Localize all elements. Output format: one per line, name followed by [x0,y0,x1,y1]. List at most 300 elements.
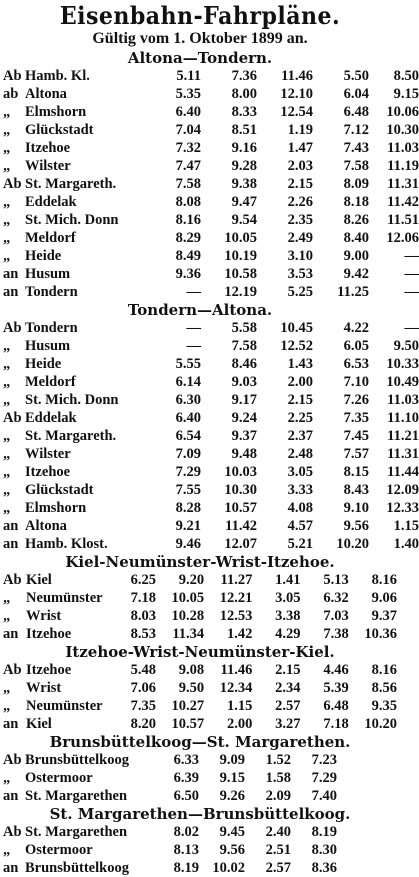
departure-time: 11.21 [387,427,419,444]
timetable-row [3,229,419,247]
departure-time: 7.18 [323,715,349,732]
departure-time: 1.40 [393,535,419,552]
departure-time: 11.31 [387,445,419,462]
departure-time: 12.21 [219,589,253,606]
timetable-row [3,373,419,391]
route-title: Kiel-Neumünster-Wrist-Itzehoe. [65,553,335,571]
row-prefix: an [3,715,19,732]
timetable-row [3,715,397,733]
timetable-row [3,409,419,427]
departure-time: 10.30 [224,481,257,498]
section-kiel-itzehoe [3,554,397,643]
timetable [3,661,397,733]
timetable-row [3,769,397,787]
row-prefix: Ab [3,751,22,768]
row-prefix: „ [3,229,11,246]
departure-time: 5.50 [343,67,369,84]
section-st-margarethen-brunsbuettelkoog [3,806,397,877]
departure-time: 2.57 [265,859,291,876]
timetable-row [3,535,419,553]
station-name: Glückstadt [25,481,94,498]
departure-time: 1.43 [287,355,313,372]
departure-time: 10.05 [224,229,257,246]
departure-time: 7.32 [175,139,201,156]
departure-time: 11.10 [387,409,419,426]
departure-time: 1.58 [265,769,291,786]
station-name: Tondern [25,319,78,336]
departure-time: 9.03 [231,373,257,390]
departure-time: 2.00 [226,715,253,732]
row-prefix: an [3,535,19,552]
departure-time: 9.15 [393,85,419,102]
route-title: Brunsbüttelkoog—St. Margarethen. [49,733,351,751]
timetable-row [3,283,419,301]
row-prefix: an [3,517,19,534]
timetable-row [3,697,397,715]
timetable-row [3,103,419,121]
station-name: St. Margarethen [25,787,128,804]
departure-time: 9.42 [343,265,369,282]
departure-time: 2.34 [275,679,301,696]
row-prefix: „ [3,769,11,786]
timetable-row [3,85,419,103]
departure-time: 9.16 [231,139,257,156]
departure-time: 2.48 [287,445,313,462]
departure-time: 11.27 [220,571,253,588]
departure-time: 7.58 [231,337,257,354]
row-prefix: „ [3,697,11,714]
row-prefix: an [3,787,19,804]
page-title: Eisenbahn-Fahrpläne. [59,1,341,30]
departure-time: 12.54 [280,103,313,120]
timetable [3,571,397,643]
row-prefix: „ [3,139,11,156]
departure-time: 9.46 [175,535,201,552]
station-name: Elmshorn [25,103,87,120]
station-name: Tondern [25,283,78,300]
timetable-row [3,679,397,697]
station-name: Heide [25,247,62,264]
departure-time: 8.19 [173,859,199,876]
departure-time: 8.29 [175,229,201,246]
row-prefix: „ [3,247,11,264]
timetable-row [3,157,419,175]
timetable-row [3,445,419,463]
departure-time: 10.36 [364,625,397,642]
departure-time: 10.45 [280,319,313,336]
departure-time: 9.17 [231,391,257,408]
departure-time: 12.09 [386,481,419,498]
departure-time: 12.10 [280,85,313,102]
departure-time: 9.10 [343,499,369,516]
departure-time: 9.54 [231,211,257,228]
timetable-row [3,139,419,157]
timetable-row [3,859,397,877]
row-prefix: Ab [3,823,22,840]
departure-time: 12.06 [386,229,419,246]
row-prefix: „ [3,193,11,210]
station-name: Neumünster [26,589,103,606]
departure-time: 7.06 [130,679,156,696]
departure-time: 7.35 [343,409,369,426]
departure-time: 9.47 [231,193,257,210]
station-name: Elmshorn [25,499,87,516]
departure-time: 6.39 [173,769,199,786]
station-name: Eddelak [25,409,77,426]
departure-time: 11.03 [387,391,419,408]
departure-time: 1.47 [287,139,313,156]
departure-time: 6.40 [175,409,201,426]
departure-time: — [404,247,419,264]
spacer-cell [337,859,397,877]
departure-time: 2.57 [275,697,301,714]
spacer-cell [337,823,397,841]
departure-time: 3.53 [287,265,313,282]
row-prefix: ab [3,85,19,102]
departure-time: 10.58 [224,265,257,282]
departure-time: 10.02 [212,859,245,876]
departure-time: 6.33 [173,751,199,768]
route-title: Itzehoe-Wrist-Neumünster-Kiel. [65,643,335,661]
departure-time: 9.50 [178,679,205,696]
departure-time: 8.40 [343,229,369,246]
departure-time: 4.08 [287,499,313,516]
departure-time: 2.49 [287,229,313,246]
departure-time: 10.05 [171,589,205,606]
timetable-row [3,121,419,139]
station-name: Kiel [26,571,52,588]
timetable-row [3,211,419,229]
row-prefix: „ [3,391,11,408]
departure-time: 2.15 [275,661,301,678]
departure-time: 10.19 [224,247,257,264]
departure-time: 6.54 [175,427,201,444]
row-prefix: Ab [3,319,22,336]
station-name: Husum [25,337,71,354]
departure-time: 2.51 [265,841,291,858]
departure-time: 12.53 [219,607,253,624]
departure-time: 7.09 [175,445,201,462]
station-name: Neumünster [26,697,103,714]
departure-time: 6.50 [173,787,199,804]
departure-time: — [186,283,201,300]
departure-time: 7.36 [231,67,257,84]
timetable-row [3,355,419,373]
departure-time: 8.50 [393,67,419,84]
departure-time: 3.05 [275,589,301,606]
station-name: Glückstadt [25,121,94,138]
departure-time: 4.29 [275,625,301,642]
departure-time: 3.10 [287,247,313,264]
station-name: Heide [25,355,62,372]
row-prefix: „ [3,481,11,498]
departure-time: 7.58 [175,175,201,192]
departure-time: 2.40 [265,823,291,840]
departure-time: 2.09 [265,787,291,804]
section-itzehoe-kiel [3,644,397,733]
departure-time: 9.56 [219,841,245,858]
departure-time: 3.33 [287,481,313,498]
departure-time: — [404,283,419,300]
timetable-row [3,337,419,355]
departure-time: 9.50 [393,337,419,354]
station-name: Hamb. Klost. [25,535,108,552]
departure-time: 10.20 [364,715,397,732]
station-name: Hamb. Kl. [25,67,90,84]
departure-time: 8.03 [130,607,156,624]
departure-time: 9.35 [371,697,397,714]
departure-time: — [186,319,201,336]
timetable-row [3,319,419,337]
departure-time: 9.36 [175,265,201,282]
departure-time: 7.58 [343,157,369,174]
departure-time: 4.22 [343,319,369,336]
departure-time: 8.02 [173,823,199,840]
departure-time: 6.48 [323,697,349,714]
row-prefix: „ [3,607,11,624]
departure-time: 9.09 [219,751,245,768]
departure-time: 8.19 [311,823,337,840]
timetable [3,751,397,805]
departure-time: 9.06 [371,589,397,606]
departure-time: 7.45 [343,427,369,444]
timetable-row [3,427,419,445]
departure-time: 11.19 [387,157,419,174]
departure-time: 9.28 [231,157,257,174]
timetable-row [3,787,397,805]
departure-time: 5.11 [176,67,201,84]
departure-time: 8.18 [343,193,369,210]
station-name: Ostermoor [25,841,93,858]
row-prefix: „ [3,445,11,462]
departure-time: 1.19 [287,121,313,138]
station-name: Meldorf [25,229,76,246]
station-name: Husum [25,265,71,282]
row-prefix: „ [3,463,11,480]
row-prefix: „ [3,841,11,858]
row-prefix: an [3,859,19,876]
timetable-row [3,463,419,481]
departure-time: 8.09 [343,175,369,192]
departure-time: 5.55 [175,355,201,372]
station-name: Wilster [25,445,71,462]
departure-time: 10.20 [336,535,369,552]
timetable-row [3,265,419,283]
station-name: Itzehoe [25,463,71,480]
timetable-row [3,193,419,211]
departure-time: 6.48 [343,103,369,120]
departure-time: 8.13 [173,841,199,858]
departure-time: — [404,265,419,282]
station-name: Kiel [26,715,52,732]
departure-time: 7.10 [343,373,369,390]
departure-time: 4.46 [323,661,349,678]
section-altona-tondern [3,49,419,301]
departure-time: 11.46 [281,67,313,84]
spacer-cell [337,751,397,769]
station-name: St. Mich. Donn [25,391,119,408]
departure-time: 1.42 [226,625,253,642]
row-prefix: „ [3,499,11,516]
departure-time: 5.21 [287,535,313,552]
departure-time: 10.30 [386,121,419,138]
departure-time: 8.16 [175,211,201,228]
departure-time: 2.25 [287,409,313,426]
station-name: Wrist [26,679,62,696]
departure-time: 10.06 [386,103,419,120]
departure-time: 8.28 [175,499,201,516]
section-brunsbuettelkoog-st-margarethen [3,734,397,805]
station-name: Altona [25,85,67,102]
departure-time: 9.45 [219,823,245,840]
departure-time: 6.30 [175,391,201,408]
departure-time: 2.03 [287,157,313,174]
route-title: Tondern—Altona. [127,301,273,319]
row-prefix: „ [3,103,11,120]
departure-time: 3.27 [275,715,301,732]
departure-time: 9.21 [175,517,201,534]
station-name: Wrist [26,607,62,624]
departure-time: 7.55 [175,481,201,498]
row-prefix: „ [3,211,11,228]
spacer-cell [337,787,397,805]
validity-subtitle: Gültig vom 1. Oktober 1899 an. [92,30,308,47]
departure-time: 10.03 [224,463,257,480]
departure-time: 7.23 [311,751,337,768]
row-prefix: „ [3,121,11,138]
departure-time: 2.00 [287,373,313,390]
station-name: Itzehoe [26,661,72,678]
departure-time: 7.04 [175,121,201,138]
timetable-row [3,823,397,841]
spacer-cell [337,841,397,859]
departure-time: — [186,337,201,354]
row-prefix: an [3,265,19,282]
departure-time: 4.57 [287,517,313,534]
timetable-row [3,841,397,859]
departure-time: 8.26 [343,211,369,228]
departure-time: 7.18 [130,589,156,606]
departure-time: 11.31 [387,175,419,192]
departure-time: 7.29 [175,463,201,480]
row-prefix: an [3,283,19,300]
departure-time: 10.33 [386,355,419,372]
row-prefix: an [3,625,19,642]
departure-time: 6.05 [343,337,369,354]
departure-time: 8.20 [130,715,156,732]
departure-time: 10.28 [171,607,205,624]
departure-time: 1.15 [393,517,419,534]
departure-time: 8.16 [371,661,397,678]
departure-time: 11.42 [387,193,419,210]
timetable-row [3,607,397,625]
departure-time: 7.43 [343,139,369,156]
departure-time: 10.57 [171,715,205,732]
departure-time: 9.15 [219,769,245,786]
departure-time: 5.13 [323,571,349,588]
row-prefix: „ [3,373,11,390]
departure-time: 7.38 [323,625,349,642]
row-prefix: „ [3,589,11,606]
station-name: Eddelak [25,193,77,210]
departure-time: 3.05 [287,463,313,480]
departure-time: 6.32 [323,589,349,606]
timetable [3,67,419,301]
row-prefix: Ab [3,661,22,678]
row-prefix: „ [3,337,11,354]
departure-time: 7.26 [343,391,369,408]
departure-time: 12.52 [280,337,313,354]
timetable-row [3,661,397,679]
departure-time: 8.46 [231,355,257,372]
timetable-row [3,481,419,499]
timetable [3,823,397,877]
timetable-row [3,589,397,607]
departure-time: 10.27 [171,697,205,714]
timetable-row [3,391,419,409]
timetable-row [3,175,419,193]
row-prefix: Ab [3,409,22,426]
departure-time: 8.00 [231,85,257,102]
departure-time: 11.46 [220,661,253,678]
departure-time: 11.42 [225,517,257,534]
timetable-row [3,517,419,535]
station-name: Brunsbüttelkoog [25,751,129,768]
station-name: St. Margareth. [25,175,117,192]
section-tondern-altona [3,301,419,553]
departure-time: 7.40 [311,787,337,804]
departure-time: 8.16 [371,571,397,588]
departure-time: 7.57 [343,445,369,462]
departure-time: 2.15 [287,175,313,192]
timetable-row [3,751,397,769]
departure-time: 9.24 [231,409,257,426]
station-name: Wilster [25,157,71,174]
departure-time: 11.03 [387,139,419,156]
departure-time: 1.15 [226,697,253,714]
timetable-row [3,67,419,85]
departure-time: 8.33 [231,103,257,120]
departure-time: 9.37 [231,427,257,444]
timetable-row [3,499,419,517]
spacer-cell [337,769,397,787]
departure-time: 6.04 [343,85,369,102]
departure-time: 10.57 [224,499,257,516]
timetable-row [3,247,419,265]
station-name: Meldorf [25,373,76,390]
departure-time: 8.36 [311,859,337,876]
timetable-row [3,571,397,589]
departure-time: 7.47 [175,157,201,174]
departure-time: 2.35 [287,211,313,228]
station-name: St. Mich. Donn [25,211,119,228]
departure-time: 9.20 [178,571,205,588]
row-prefix: „ [3,679,11,696]
departure-time: 2.15 [287,391,313,408]
departure-time: 9.48 [231,445,257,462]
departure-time: 5.35 [175,85,201,102]
departure-time: — [404,319,419,336]
row-prefix: Ab [3,175,22,192]
departure-time: 6.53 [343,355,369,372]
departure-time: 7.12 [343,121,369,138]
departure-time: 8.53 [130,625,156,642]
departure-time: 1.41 [275,571,301,588]
departure-time: 8.49 [175,247,201,264]
row-prefix: Ab [3,571,22,588]
departure-time: 2.26 [287,193,313,210]
departure-time: 9.08 [178,661,205,678]
